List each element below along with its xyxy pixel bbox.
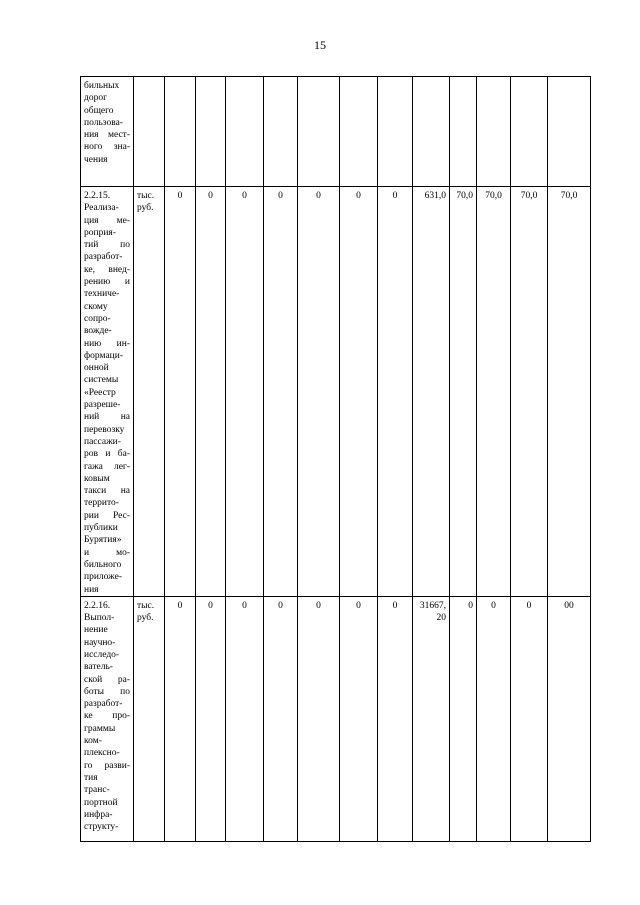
measure-name-line: разработ-	[84, 699, 123, 710]
value-cell	[511, 77, 548, 187]
unit-cell	[134, 77, 165, 187]
measure-name-line: дорог	[84, 93, 107, 104]
measure-name-line: плексно-	[84, 748, 120, 759]
measure-name-line: скому	[84, 301, 108, 312]
page-number: 15	[314, 38, 326, 52]
measure-name-line: тия	[84, 772, 98, 783]
value-cell: 0	[165, 596, 196, 841]
measure-name-line: бильного	[84, 559, 122, 570]
measure-name-line: вожде-	[84, 326, 112, 337]
value-cell	[450, 77, 477, 187]
value-cell: 631,0	[413, 187, 450, 597]
measure-name-line: сопро-	[84, 313, 111, 324]
measure-name-line: «Реестр	[84, 387, 116, 398]
value-cell	[413, 77, 450, 187]
value-cell	[477, 77, 511, 187]
measure-name-line: пассажи-	[84, 436, 121, 447]
measure-name-line: роприя-	[84, 227, 116, 238]
measure-name-line: пользова-	[84, 117, 123, 128]
unit-line: тыс.	[137, 600, 155, 611]
measure-name-line: гажа лег-	[84, 461, 130, 472]
measure-name-line: перевозку	[84, 424, 125, 435]
table-row	[81, 77, 591, 187]
value-cell	[548, 77, 591, 187]
value-cell: 0	[196, 596, 226, 841]
value-cell	[378, 77, 413, 187]
measure-name-cell	[81, 596, 134, 841]
unit-line: тыс.	[137, 191, 155, 201]
measure-name-cell	[81, 187, 134, 597]
value-cell	[226, 77, 264, 187]
measure-name-line: разработ-	[84, 252, 123, 263]
table-row	[81, 187, 591, 597]
value-cell: 70,0	[450, 187, 477, 597]
value-cell: 0	[298, 187, 340, 597]
measure-name-line: транс-	[84, 785, 110, 796]
value-cell	[298, 77, 340, 187]
value-cell: 0	[196, 187, 226, 597]
measure-name-line: рии Рес-	[84, 510, 130, 521]
value-cell: 00	[548, 596, 591, 841]
measure-name-line: 2.2.16.	[84, 600, 111, 611]
measure-name-line: техниче-	[84, 289, 120, 300]
measure-name-line: чения	[84, 154, 108, 165]
value-cell: 0	[340, 187, 378, 597]
value-cell: 0	[226, 187, 264, 597]
value-cell: 70,0	[511, 187, 548, 597]
measure-name-cell	[81, 77, 134, 187]
value-cell	[196, 77, 226, 187]
measure-name-line: ния	[84, 584, 99, 595]
value-cell: 0	[477, 596, 511, 841]
measure-name-line: ком-	[84, 736, 102, 747]
measure-name-line: научно-	[84, 637, 116, 648]
measure-name-line: рению и	[84, 277, 130, 288]
value-cell: 0	[264, 187, 298, 597]
measure-name-line: такси на	[84, 486, 130, 497]
measure-name-line: го разви-	[84, 760, 130, 771]
measure-name-line: ния мест-	[84, 130, 130, 141]
measure-name-line: ке про-	[84, 711, 130, 722]
value-cell: 70,0	[477, 187, 511, 597]
measure-name-line: приложе-	[84, 572, 122, 583]
measure-name-line: разреше-	[84, 400, 121, 411]
measure-name-line: системы	[84, 375, 119, 386]
measure-name-line: Выпол-	[84, 613, 115, 624]
measure-name-line: боты по	[84, 686, 130, 697]
unit-cell	[134, 187, 165, 597]
measure-name-line: публики	[84, 523, 118, 534]
measure-name-line: и мо-	[84, 547, 130, 558]
unit-cell	[134, 596, 165, 841]
value-cell: 0	[298, 596, 340, 841]
measure-name-line: ке, внед-	[84, 264, 130, 275]
value-cell: 70,0	[548, 187, 591, 597]
measure-name-line: ний на	[84, 412, 130, 423]
value-cell: 0	[264, 596, 298, 841]
measure-name-line: ковым	[84, 473, 110, 484]
value-cell	[264, 77, 298, 187]
measure-name-line: Реализа-	[84, 203, 119, 214]
value-cell	[340, 77, 378, 187]
measure-name-line: ция ме-	[84, 215, 130, 226]
measure-name-line: бильных	[84, 81, 120, 91]
measure-name-line: 2.2.15.	[84, 191, 111, 201]
measure-name-line: тий по	[84, 240, 130, 251]
measure-name-line: ской ра-	[84, 674, 130, 685]
measure-name-line: нию ин-	[84, 338, 130, 349]
measure-name-line: формаци-	[84, 350, 124, 361]
measure-name-line: портной	[84, 797, 118, 808]
value-cell: 0	[226, 596, 264, 841]
measure-name-line: структу-	[84, 822, 119, 833]
measure-name-line: террито-	[84, 498, 119, 509]
measure-name-line: исследо-	[84, 649, 120, 660]
unit-line: руб.	[137, 613, 154, 624]
value-cell: 0	[511, 596, 548, 841]
measure-name-line: общего	[84, 105, 114, 116]
measure-name-line: граммы	[84, 723, 116, 734]
table-row	[81, 596, 591, 841]
value-cell: 0	[378, 187, 413, 597]
value-cell: 31667, 20	[413, 596, 450, 841]
unit-line: руб.	[137, 203, 154, 214]
measure-name-line: ного зна-	[84, 142, 130, 153]
measure-name-line: инфра-	[84, 809, 113, 820]
measure-name-line: ватель-	[84, 662, 113, 673]
value-cell	[165, 77, 196, 187]
value-cell: 0	[340, 596, 378, 841]
measure-name-line: Бурятия»	[84, 535, 122, 546]
value-cell: 0	[165, 187, 196, 597]
measure-name-line: ров и ба-	[84, 449, 130, 460]
value-cell: 0	[378, 596, 413, 841]
value-cell: 0	[450, 596, 477, 841]
measure-name-line: онной	[84, 363, 109, 374]
budget-table	[80, 76, 591, 842]
measure-name-line: нение	[84, 625, 108, 636]
